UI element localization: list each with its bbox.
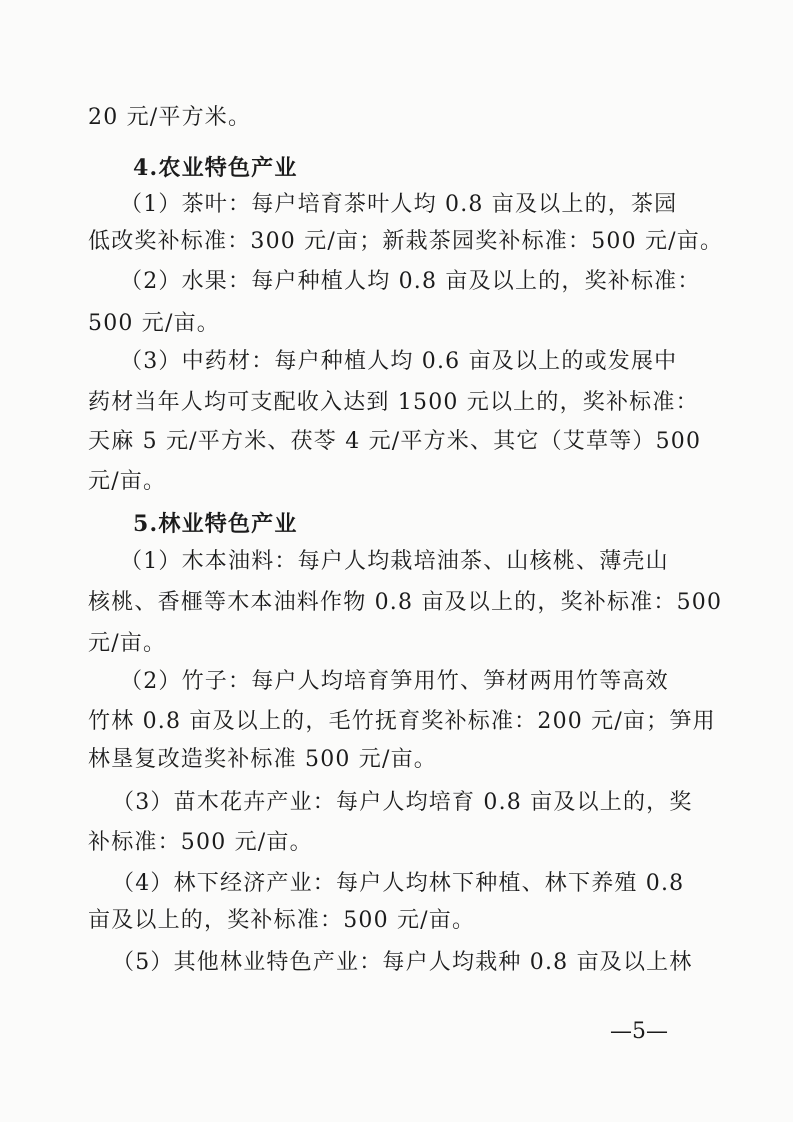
text-line-5: （2）水果：每户种植人均 0.8 亩及以上的，奖补标准：: [120, 269, 701, 294]
text-line-10: 元/亩。: [88, 469, 167, 494]
text-line-12: （1）木本油料：每户人均栽培油茶、山核桃、薄壳山: [120, 549, 669, 574]
text-line-17: 林垦复改造奖补标准 500 元/亩。: [88, 747, 437, 772]
text-line-20: （4）林下经济产业：每户人均林下种植、林下养殖 0.8: [112, 871, 685, 896]
text-line-9: 天麻 5 元/平方米、茯苓 4 元/平方米、其它（艾草等）500: [88, 429, 702, 454]
text-line-14: 元/亩。: [88, 631, 167, 656]
text-line-16: 竹林 0.8 亩及以上的，毛竹抚育奖补标准：200 元/亩；笋用: [88, 709, 716, 734]
text-line-6: 500 元/亩。: [88, 311, 220, 336]
text-line-15: （2）竹子：每户人均培育笋用竹、笋材两用竹等高效: [120, 669, 669, 694]
text-line-19: 补标准：500 元/亩。: [88, 830, 313, 855]
page-number: —5—: [610, 1019, 668, 1044]
section-heading-forestry: 5.林业特色产业: [133, 511, 298, 537]
text-line-8: 药材当年人均可支配收入达到 1500 元以上的，奖补标准：: [88, 390, 699, 415]
text-line-13: 核桃、香榧等木本油料作物 0.8 亩及以上的，奖补标准：500: [88, 590, 723, 615]
text-line-3: （1）茶叶：每户培育茶叶人均 0.8 亩及以上的，茶园: [120, 192, 678, 217]
text-line-4: 低改奖补标准：300 元/亩；新栽茶园奖补标准：500 元/亩。: [88, 229, 724, 254]
text-line-18: （3）苗木花卉产业：每户人均培育 0.8 亩及以上的，奖: [112, 790, 693, 815]
text-line-21: 亩及以上的，奖补标准：500 元/亩。: [88, 908, 476, 933]
section-heading-agriculture: 4.农业特色产业: [133, 155, 298, 181]
text-line-7: （3）中药材：每户种植人均 0.6 亩及以上的或发展中: [120, 349, 678, 374]
text-line-1: 20 元/平方米。: [88, 105, 252, 130]
text-line-22: （5）其他林业特色产业：每户人均栽种 0.8 亩及以上林: [112, 950, 693, 975]
